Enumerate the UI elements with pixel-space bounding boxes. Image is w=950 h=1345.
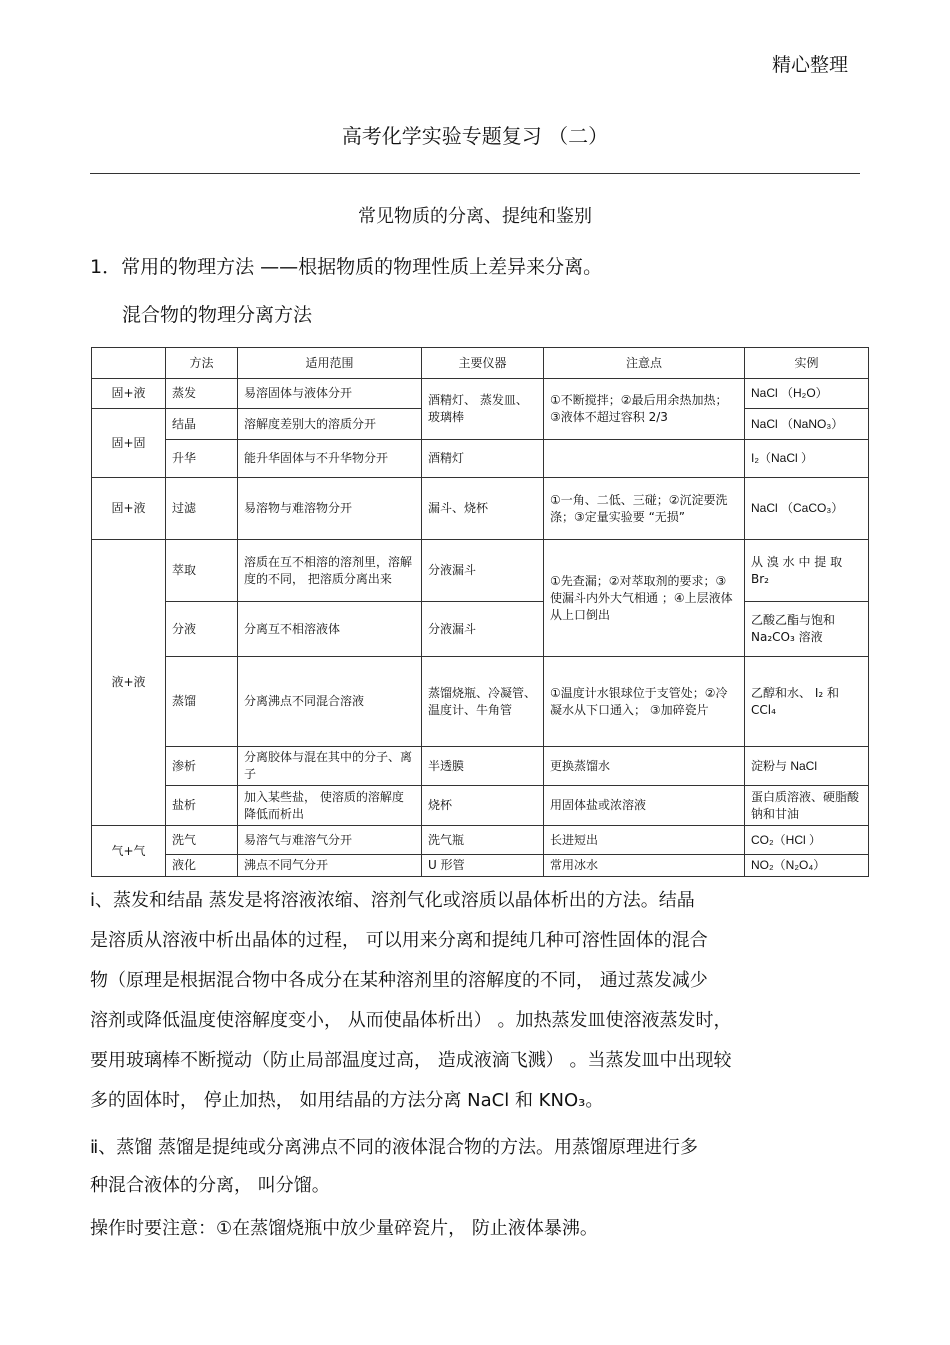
table-row [92,540,869,602]
example-cell: 乙醇和水、 I₂ 和 CCl₄ [745,657,869,747]
note-cell: ①一角、二低、三碰；②沉淀要洗涤；③定量实验要 “无损” [544,478,745,540]
scope-cell: 易溶固体与液体分开 [238,379,422,409]
paragraph-evaporation-crystallization [90,885,860,1125]
paragraph-line: 多的固体时， 停止加热， 如用结晶的方法分离 NaCl 和 KNO₃。 [90,1090,604,1111]
scope-cell: 易溶气与难溶气分开 [238,826,422,855]
table-header-row [92,348,869,379]
category-cell: 固+固 [92,409,166,478]
table-header: 实例 [745,348,869,379]
table-row [92,855,869,877]
note-cell: 更换蒸馏水 [544,747,745,786]
method-cell: 盐析 [166,786,238,826]
method-cell: 洗气 [166,826,238,855]
example-cell: 从 溴 水 中 提 取 Br₂ [745,540,869,602]
note-cell: 常用冰水 [544,855,745,877]
scope-cell: 溶质在互不相溶的溶剂里，溶解度的不同， 把溶质分离出来 [238,540,422,602]
note-cell: ①先查漏；②对萃取剂的要求；③使漏斗内外大气相通 ；④上层液体从上口倒出 [544,540,745,657]
instrument-cell: 洗气瓶 [422,826,544,855]
paragraph-line: ⅱ、蒸馏 蒸馏是提纯或分离沸点不同的液体混合物的方法。用蒸馏原理进行多 [90,1137,698,1158]
paragraph-line: ⅰ、蒸发和结晶 蒸发是将溶液浓缩、溶剂气化或溶质以晶体析出的方法。结晶 [90,890,695,911]
example-cell: CO₂（HCl ） [745,826,869,855]
example-cell: I₂（NaCl ） [745,440,869,478]
table-row [92,786,869,826]
instrument-cell: 蒸馏烧瓶、冷凝管、温度计、牛角管 [422,657,544,747]
method-cell: 升华 [166,440,238,478]
instrument-cell: 酒精灯 [422,440,544,478]
table-header: 方法 [166,348,238,379]
header-note: 精心整理 [772,54,849,76]
note-cell: ①温度计水银球位于支管处；②冷凝水从下口通入； ③加碎瓷片 [544,657,745,747]
scope-cell: 能升华固体与不升华物分开 [238,440,422,478]
scope-cell: 分离互不相溶液体 [238,602,422,657]
table-row [92,747,869,786]
scope-cell: 沸点不同气分开 [238,855,422,877]
paragraph-line: 溶剂或降低温度使溶解度变小， 从而使晶体析出） 。加热蒸发皿使溶液蒸发时， [90,1010,732,1031]
table-header [92,348,166,379]
paragraph-distillation [90,1132,860,1208]
example-cell: 淀粉与 NaCl [745,747,869,786]
method-cell: 渗析 [166,747,238,786]
instrument-cell: 分液漏斗 [422,540,544,602]
table-row [92,478,869,540]
note-cell: 长进短出 [544,826,745,855]
paragraph-operation-notes: 操作时要注意：①在蒸馏烧瓶中放少量碎瓷片， 防止液体暴沸。 [90,1218,598,1239]
note-cell: ①不断搅拌；②最后用余热加热；③液体不超过容积 2/3 [544,379,745,440]
table-row [92,379,869,409]
example-cell: 乙酸乙酯与饱和 Na₂CO₃ 溶液 [745,602,869,657]
instrument-cell: 分液漏斗 [422,602,544,657]
scope-cell: 溶解度差别大的溶质分开 [238,409,422,440]
example-cell: NO₂（N₂O₄） [745,855,869,877]
table-row [92,657,869,747]
example-cell: NaCl （CaCO₃） [745,478,869,540]
method-cell: 蒸馏 [166,657,238,747]
instrument-cell: 酒精灯、 蒸发皿、玻璃棒 [422,379,544,440]
table-header: 主要仪器 [422,348,544,379]
document-title: 高考化学实验专题复习 （二） [341,124,609,148]
instrument-cell: 烧杯 [422,786,544,826]
example-cell: NaCl （NaNO₃） [745,409,869,440]
example-cell: 蛋白质溶液、硬脂酸钠和甘油 [745,786,869,826]
table-header: 适用范围 [238,348,422,379]
table-row [92,602,869,657]
category-cell: 液+液 [92,540,166,826]
scope-cell: 分离胶体与混在其中的分子、离子 [238,747,422,786]
method-cell: 液化 [166,855,238,877]
instrument-cell: 漏斗、烧杯 [422,478,544,540]
paragraph-line: 物（原理是根据混合物中各成分在某种溶剂里的溶解度的不同， 通过蒸发减少 [90,970,708,991]
method-cell: 结晶 [166,409,238,440]
method-cell: 过滤 [166,478,238,540]
method-cell: 蒸发 [166,379,238,409]
scope-cell: 易溶物与难溶物分开 [238,478,422,540]
category-cell: 固+液 [92,478,166,540]
separation-methods-table [91,347,869,877]
paragraph-line: 是溶质从溶液中析出晶体的过程， 可以用来分离和提纯几种可溶性固体的混合 [90,930,708,951]
table-row [92,826,869,855]
table-row [92,440,869,478]
scope-cell: 加入某些盐， 使溶质的溶解度降低而析出 [238,786,422,826]
example-cell: NaCl （H₂O） [745,379,869,409]
note-cell: 用固体盐或浓溶液 [544,786,745,826]
instrument-cell: U 形管 [422,855,544,877]
note-cell [544,440,745,478]
category-cell: 气+气 [92,826,166,877]
scope-cell: 分离沸点不同混合溶液 [238,657,422,747]
instrument-cell: 半透膜 [422,747,544,786]
method-cell: 萃取 [166,540,238,602]
table-header: 注意点 [544,348,745,379]
method-cell: 分液 [166,602,238,657]
heading-physical-methods: 1．常用的物理方法 ——根据物质的物理性质上差异来分离。 [90,256,603,278]
title-divider [90,173,860,174]
section-title: 常见物质的分离、提纯和鉴别 [358,206,592,227]
heading-separation-methods: 混合物的物理分离方法 [122,304,313,326]
paragraph-line: 种混合液体的分离， 叫分馏。 [90,1175,330,1196]
paragraph-line: 要用玻璃棒不断搅动（防止局部温度过高， 造成液滴飞溅） 。当蒸发皿中出现较 [90,1050,732,1071]
category-cell: 固+液 [92,379,166,409]
